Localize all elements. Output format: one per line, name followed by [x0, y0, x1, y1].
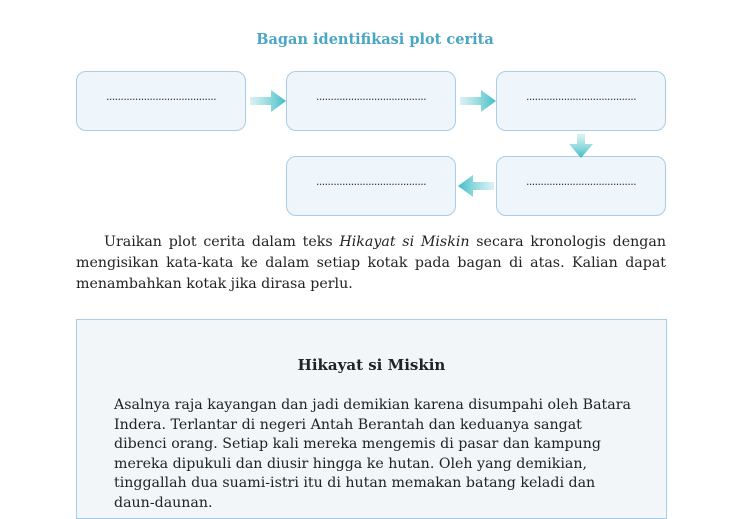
instruction-text-2: secara kronologis dengan mengisikan kata-kata ke dalam setiap kotak pada bagan di atas. Kalian dapat menambahkan kotak jika dirasa perlu.: [76, 234, 666, 292]
diagram-title: Bagan identifikasi plot cerita: [256, 31, 494, 48]
plot-box-5-placeholder: ......................................: [315, 174, 427, 188]
plot-box-2[interactable]: [286, 71, 456, 131]
plot-box-1[interactable]: [76, 71, 246, 131]
arrow-right-icon: [460, 90, 496, 112]
instruction-story-title: Hikayat si Miskin: [339, 234, 470, 250]
story-title: Hikayat si Miskin: [297, 356, 446, 374]
plot-box-2-placeholder: ......................................: [315, 89, 427, 103]
plot-box-3[interactable]: [496, 71, 666, 131]
instruction-text-1: Uraikan plot cerita dalam teks: [104, 234, 340, 250]
story-box: [76, 319, 667, 519]
plot-box-4[interactable]: [496, 156, 666, 216]
arrow-down-icon: [569, 134, 593, 158]
story-text: Asalnya raja kayangan dan jadi demikian karena disumpahi oleh Batara Indera. Terlantar di negeri Antah Berantah dan keduanya sangat dibenci orang. Setiap kali mereka mengemis di pasar dan kampung mereka dipukuli dan diusir hingga ke hutan. Oleh yang demikian, tinggallah dua suami-istri itu di hutan memakan batang keladi dan daun-daunan.: [114, 397, 631, 511]
plot-box-1-placeholder: ......................................: [105, 89, 217, 103]
arrow-right-icon: [250, 90, 286, 112]
plot-box-3-placeholder: ......................................: [525, 89, 637, 103]
instruction-paragraph: [76, 232, 666, 295]
plot-box-4-placeholder: ......................................: [525, 174, 637, 188]
plot-box-5[interactable]: [286, 156, 456, 216]
arrow-left-icon: [458, 175, 494, 197]
